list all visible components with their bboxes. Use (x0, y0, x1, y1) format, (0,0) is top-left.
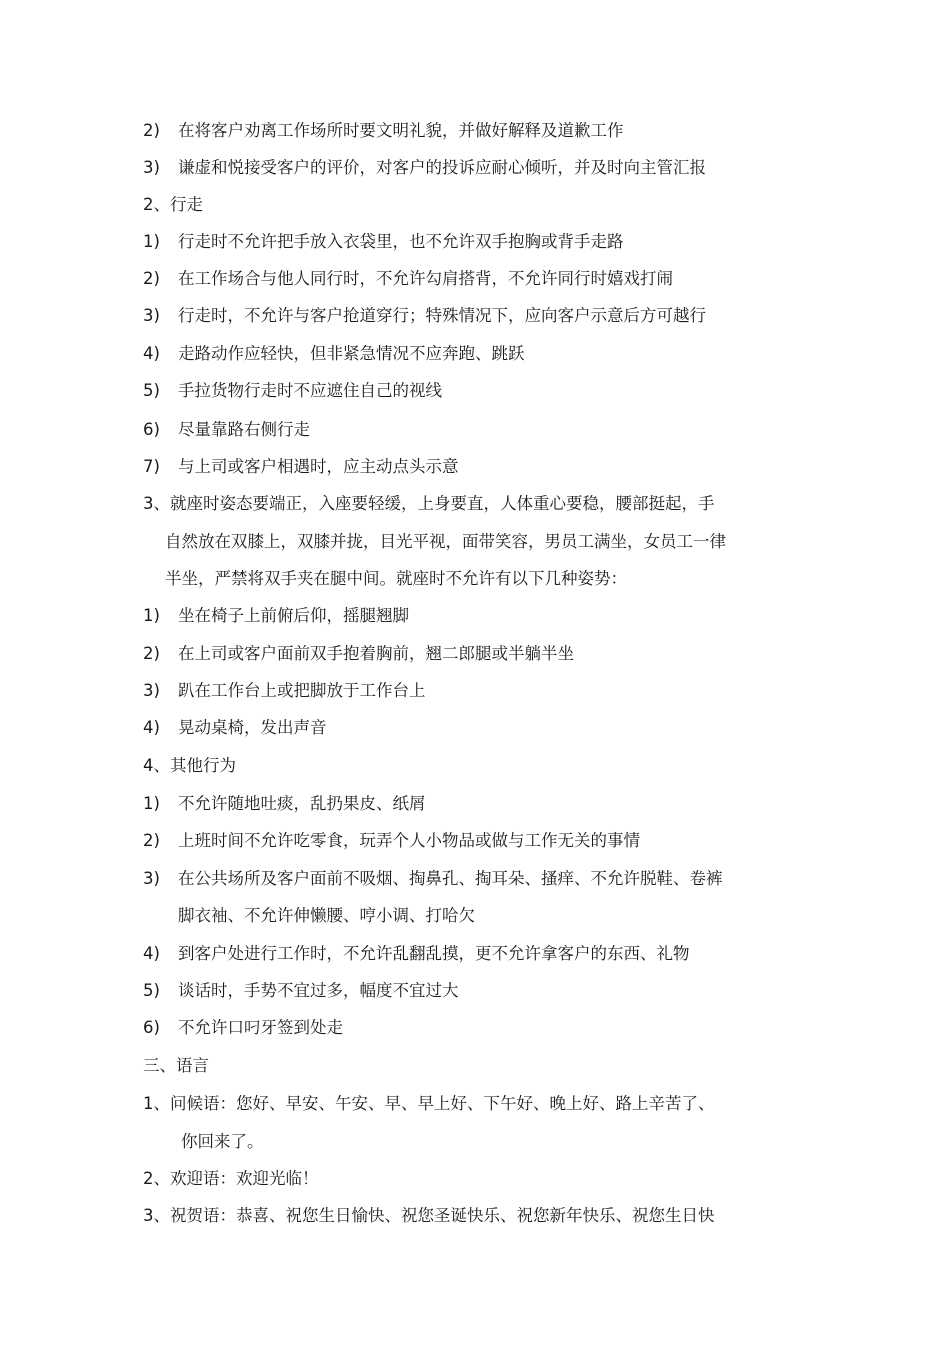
list-item: 3) 行走时，不允许与客户抢道穿行；特殊情况下，应向客户示意后方可越行 (143, 306, 706, 325)
list-item-continuation: 脚衣袖、不允许伸懒腰、哼小调、打哈欠 (178, 906, 475, 925)
paragraph-line: 你回来了。 (181, 1132, 264, 1151)
list-item: 6) 不允许口叼牙签到处走 (143, 1018, 343, 1037)
list-item: 2) 在上司或客户面前双手抱着胸前，翘二郎腿或半躺半坐 (143, 644, 574, 663)
list-item: 4) 晃动桌椅，发出声音 (143, 718, 327, 737)
paragraph-line: 3、就座时姿态要端正，入座要轻缓，上身要直，人体重心要稳，腰部挺起，手 (143, 494, 715, 513)
paragraph-line: 自然放在双膝上，双膝并拢，目光平视，面带笑容，男员工满坐，女员工一律 (165, 532, 726, 551)
list-item: 4) 到客户处进行工作时，不允许乱翻乱摸，更不允许拿客户的东西、礼物 (143, 944, 690, 963)
list-item: 5) 谈话时，手势不宜过多，幅度不宜过大 (143, 981, 459, 1000)
paragraph-line: 3、祝贺语：恭喜、祝您生日愉快、祝您圣诞快乐、祝您新年快乐、祝您生日快 (143, 1206, 715, 1225)
list-item: 3) 趴在工作台上或把脚放于工作台上 (143, 681, 426, 700)
list-item: 2) 上班时间不允许吃零食，玩弄个人小物品或做与工作无关的事情 (143, 831, 640, 850)
section-heading: 4、其他行为 (143, 756, 236, 775)
list-item: 2) 在工作场合与他人同行时，不允许勾肩搭背，不允许同行时嬉戏打闹 (143, 269, 673, 288)
paragraph-line: 1、问候语：您好、早安、午安、早、早上好、下午好、晚上好、路上辛苦了、 (143, 1094, 715, 1113)
paragraph-line: 2、欢迎语：欢迎光临！ (143, 1169, 319, 1188)
section-heading: 三、语言 (143, 1056, 209, 1075)
list-item: 1) 不允许随地吐痰，乱扔果皮、纸屑 (143, 794, 426, 813)
list-item: 6) 尽量靠路右侧行走 (143, 420, 310, 439)
list-item: 1) 坐在椅子上前俯后仰，摇腿翘脚 (143, 606, 409, 625)
list-item: 1) 行走时不允许把手放入衣袋里，也不允许双手抱胸或背手走路 (143, 232, 624, 251)
list-item: 5) 手拉货物行走时不应遮住自己的视线 (143, 381, 442, 400)
section-heading: 2、行走 (143, 195, 203, 214)
list-item: 3) 谦虚和悦接受客户的评价，对客户的投诉应耐心倾听，并及时向主管汇报 (143, 158, 706, 177)
list-item: 3) 在公共场所及客户面前不吸烟、掏鼻孔、掏耳朵、搔痒、不允许脱鞋、卷裤 (143, 869, 723, 888)
list-item: 7) 与上司或客户相遇时，应主动点头示意 (143, 457, 459, 476)
paragraph-line: 半坐，严禁将双手夹在腿中间。就座时不允许有以下几种姿势： (165, 569, 627, 588)
list-item: 4) 走路动作应轻快，但非紧急情况不应奔跑、跳跃 (143, 344, 525, 363)
list-item: 2) 在将客户劝离工作场所时要文明礼貌，并做好解释及道歉工作 (143, 121, 624, 140)
